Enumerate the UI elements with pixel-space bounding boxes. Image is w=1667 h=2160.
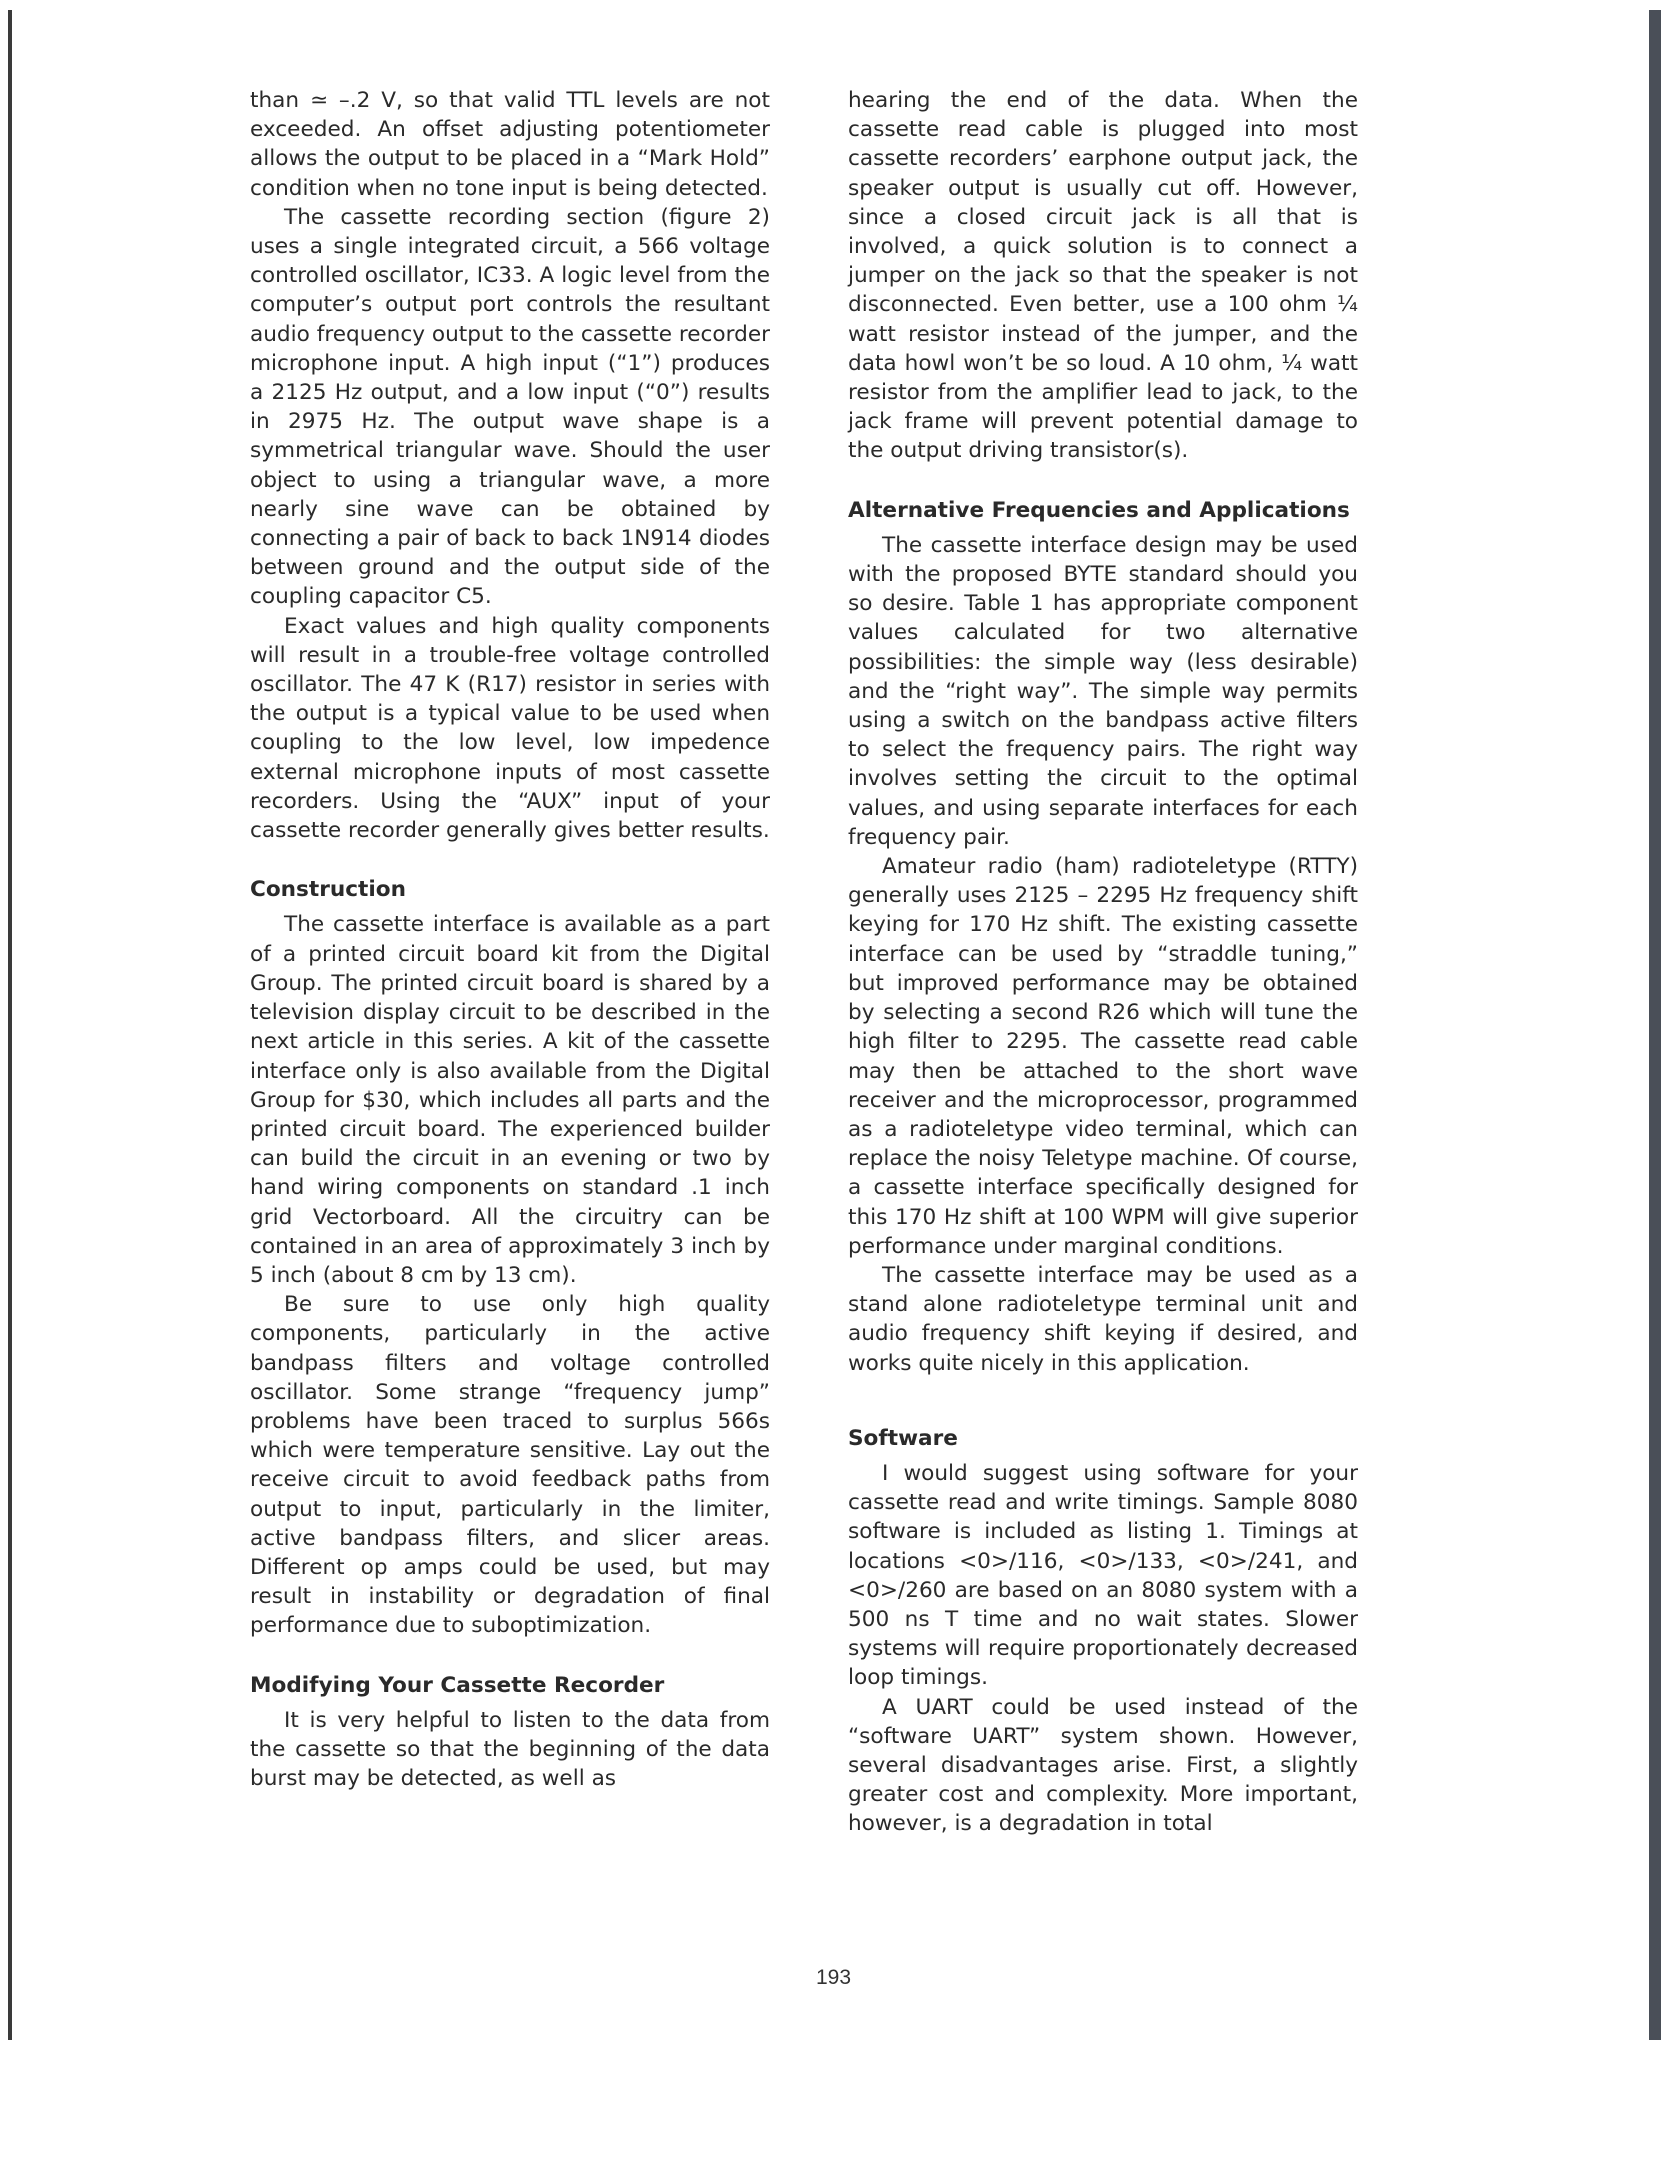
- paragraph: The cassette interface is available as a part of a printed circuit board kit from the Digital Group. The printed circuit board is shared by a television display circuit to be described in the next article in this series. A kit of the cassette interface only is also available from the Digital Group for $30, which includes all parts and the printed circuit board. The experienced builder can build the circuit in an evening or two by hand wiring components on standard .1 inch grid Vectorboard. All the circuitry can be contained in an area of approximately 3 inch by 5 inch (about 8 cm by 13 cm).: [250, 912, 770, 1288]
- heading-software: Software: [848, 1425, 958, 1451]
- page-edge-left: [8, 10, 12, 2040]
- page-number: 193: [815, 1966, 852, 1989]
- heading-alternative-frequencies: Alternative Frequencies and Applications: [848, 497, 1350, 523]
- paragraph: Exact values and high quality components will result in a trouble-free voltage controlled oscillator. The 47 K (R17) resistor in series with the output is a typical value to be used when coupling to the low level, low impedence external microphone inputs of most cassette recorders. Using the “AUX” input of your cassette recorder generally gives better results.: [250, 613, 770, 844]
- paragraph: The cassette interface may be used as a stand alone radioteletype terminal unit and audio frequency shift keying if desired, and works quite nicely in this application.: [848, 1262, 1358, 1376]
- heading-construction: Construction: [250, 877, 406, 903]
- paragraph: Be sure to use only high quality components, particularly in the active bandpass filters and voltage controlled oscillator. Some strange “frequency jump” problems have been traced to surplus 566s which were temperature sensitive. Lay out the receive circuit to avoid feedback paths from output to input, particularly in the limiter, active bandpass filters, and slicer areas. Different op amps could be used, but may result in instability or degradation of final performance due to suboptimization.: [250, 1292, 770, 1639]
- page-edge-right: [1649, 10, 1661, 2040]
- heading-modifying-cassette-recorder: Modifying Your Cassette Recorder: [250, 1672, 665, 1698]
- right-column: [848, 86, 1358, 1839]
- left-column: [250, 86, 770, 1793]
- paragraph: The cassette interface design may be used with the proposed BYTE standard should you so desire. Table 1 has appropriate component values calculated for two alternative possibilities: the simple way (less desirable) and the “right way”. The simple way permits using a switch on the bandpass active filters to select the frequency pairs. The right way involves setting the circuit to the optimal values, and using separate interfaces for each frequency pair.: [848, 532, 1358, 850]
- paragraph: The cassette recording section (figure 2) uses a single integrated circuit, a 566 voltage controlled oscillator, IC33. A logic level from the computer’s output port controls the resultant audio frequency output to the cassette recorder microphone input. A high input (“1”) produces a 2125 Hz output, and a low input (“0”) results in 2975 Hz. The output wave shape is a symmetrical triangular wave. Should the user object to using a triangular wave, a more nearly sine wave can be obtained by connecting a pair of back to back 1N914 diodes between ground and the output side of the coupling capacitor C5.: [250, 204, 770, 610]
- paragraph: I would suggest using software for your cassette read and write timings. Sample 8080 software is included as listing 1. Timings at locations <0>/116, <0>/133, <0>/241, and <0>/260 are based on an 8080 system with a 500 ns T time and no wait states. Slower systems will require proportionately decreased loop timings.: [848, 1460, 1358, 1691]
- paragraph: Amateur radio (ham) radioteletype (RTTY) generally uses 2125 – 2295 Hz frequency shift keying for 170 Hz shift. The existing cassette interface can be used by “straddle tuning,” but improved performance may be obtained by selecting a second R26 which will tune the high filter to 2295. The cassette read cable may then be attached to the short wave receiver and the microprocessor, programmed as a radioteletype video terminal, which can replace the noisy Teletype machine. Of course, a cassette interface specifically designed for this 170 Hz shift at 100 WPM will give superior performance under marginal conditions.: [848, 854, 1358, 1259]
- paragraph: A UART could be used instead of the “software UART” system shown. However, several disadvantages arise. First, a slightly greater cost and complexity. More important, however, is a degradation in total: [848, 1694, 1358, 1837]
- paragraph: than ≃ –.2 V, so that valid TTL levels are not exceeded. An offset adjusting potentiometer allows the output to be placed in a “Mark Hold” condition when no tone input is being detected.: [250, 88, 770, 201]
- paragraph: It is very helpful to listen to the data from the cassette so that the beginning of the data burst may be detected, as well as: [250, 1707, 770, 1792]
- paragraph: hearing the end of the data. When the cassette read cable is plugged into most cassette recorders’ earphone output jack, the speaker output is usually cut off. However, since a closed circuit jack is all that is involved, a quick solution is to connect a jumper on the jack so that the speaker is not disconnected. Even better, use a 100 ohm ¼ watt resistor instead of the jumper, and the data howl won’t be so loud. A 10 ohm, ¼ watt resistor from the amplifier lead to jack, to the jack frame will prevent potential damage to the output driving transistor(s).: [848, 88, 1358, 464]
